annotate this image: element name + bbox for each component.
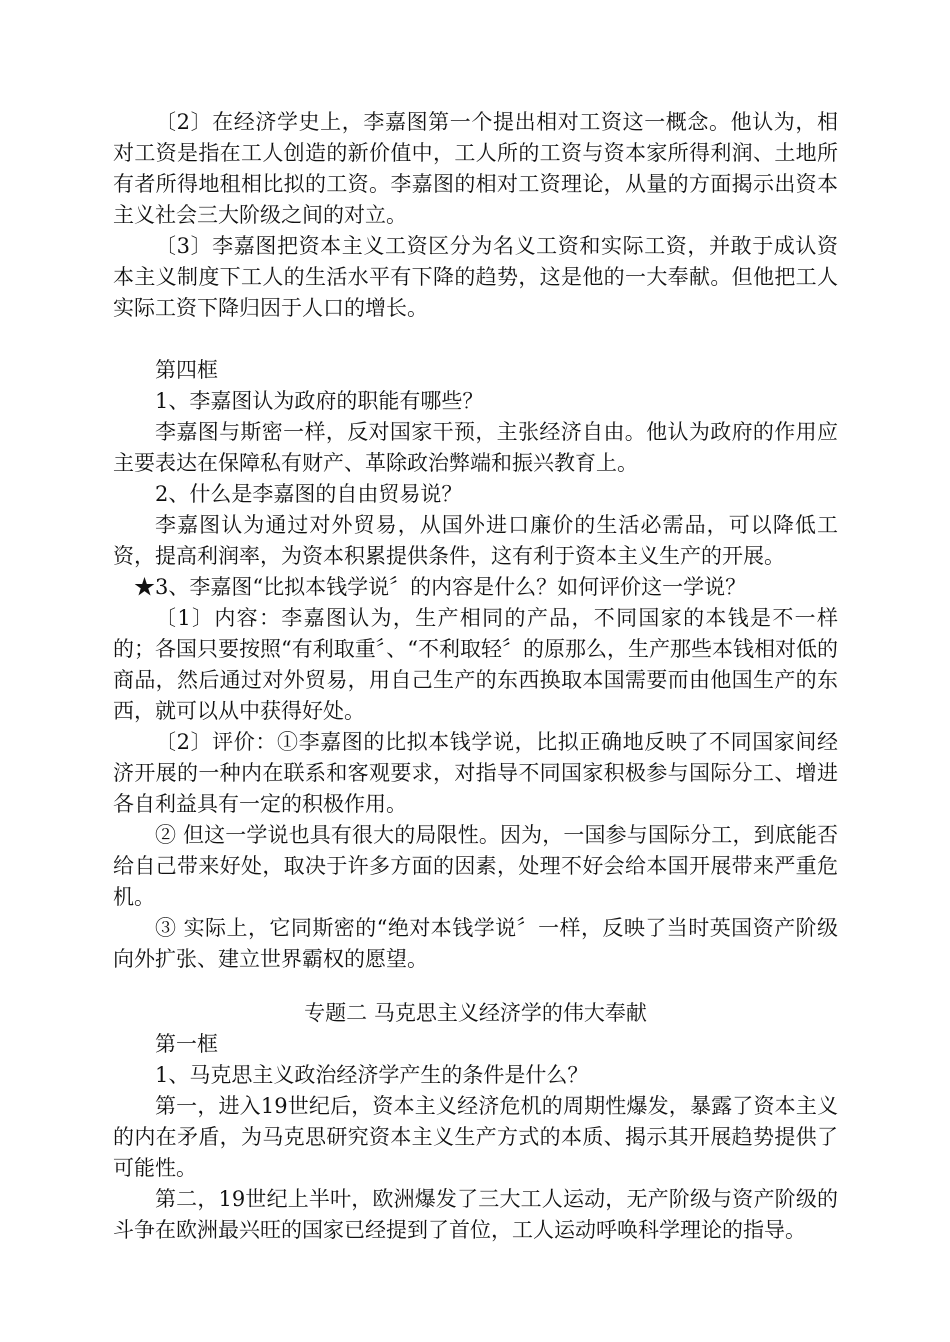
answer-comparative-cost-limitation: ② 但这一学说也具有很大的局限性。因为，一国参与国际分工，到底能否给自己带来好处，取决于许多方面的因素，处理不好会给本国开展带来严重危机。 bbox=[113, 823, 838, 909]
answer-comparative-cost-evaluation: 〔2〕评价：①李嘉图的比拟本钱学说，比拟正确地反映了不同国家间经济开展的一种内在联系和客观要求，对指导不同国家积极参与国际分工、增进各自利益具有一定的积极作用。 bbox=[113, 730, 838, 816]
paragraph-relative-wage: 〔2〕在经济学史上，李嘉图第一个提出相对工资这一概念。他认为，相对工资是指在工人创造的新价值中，工人所的工资与资本家所得利润、土地所有者所得地租相比拟的工资。李嘉图的相对工资理论，从量的方面揭示出资本主义社会三大阶级之间的对立。 bbox=[113, 110, 838, 227]
spacer bbox=[113, 324, 838, 355]
answer-free-trade: 李嘉图认为通过对外贸易，从国外进口廉价的生活必需品，可以降低工资，提高利润率，为资本积累提供条件，这有利于资本主义生产的开展。 bbox=[113, 513, 838, 568]
answer-condition-first: 第一，进入19世纪后，资本主义经济危机的周期性爆发，暴露了资本主义的内在矛盾，为马克思研究资本主义生产方式的本质、揭示其开展趋势提供了可能性。 bbox=[113, 1094, 838, 1180]
answer-comparative-cost-content: 〔1〕内容：李嘉图认为，生产相同的产品，不同国家的本钱是不一样的；各国只要按照“有利取重〞、“不利取轻〞的原那么，生产那些本钱相对低的商品，然后通过对外贸易，用自己生产的东西换取本国需要而由他国生产的东西，就可以从中获得好处。 bbox=[113, 606, 838, 723]
answer-government-functions: 李嘉图与斯密一样，反对国家干预，主张经济自由。他认为政府的作用应主要表达在保障私有财产、革除政治弊端和振兴教育上。 bbox=[113, 420, 838, 475]
topic-heading: 专题二 马克思主义经济学的伟大奉献 bbox=[304, 1001, 647, 1025]
answer-condition-second: 第二，19世纪上半叶，欧洲爆发了三大工人运动，无产阶级与资产阶级的斗争在欧洲最兴旺的国家已经提到了首位，工人运动呼唤科学理论的指导。 bbox=[113, 1187, 838, 1242]
question-marxism-conditions: 1、马克思主义政治经济学产生的条件是什么？ bbox=[155, 1063, 589, 1087]
document-body bbox=[113, 107, 838, 1246]
answer-comparative-cost-reflection: ③ 实际上，它同斯密的“绝对本钱学说〞一样，反映了当时英国资产阶级向外扩张、建立世界霸权的愿望。 bbox=[113, 916, 838, 971]
question-government-functions: 1、李嘉图认为政府的职能有哪些？ bbox=[155, 389, 484, 413]
question-free-trade: 2、什么是李嘉图的自由贸易说？ bbox=[155, 482, 463, 506]
question-comparative-cost: ★3、李嘉图“比拟本钱学说〞的内容是什么？如何评价这一学说？ bbox=[134, 575, 747, 599]
paragraph-nominal-real-wage: 〔3〕李嘉图把资本主义工资区分为名义工资和实际工资，并敢于成认资本主义制度下工人的生活水平有下降的趋势，这是他的一大奉献。但他把工人实际工资下降归因于人口的增长。 bbox=[113, 234, 838, 320]
section-title-frame-1: 第一框 bbox=[155, 1032, 218, 1056]
section-title-frame-4: 第四框 bbox=[155, 358, 218, 382]
spacer bbox=[113, 975, 838, 998]
